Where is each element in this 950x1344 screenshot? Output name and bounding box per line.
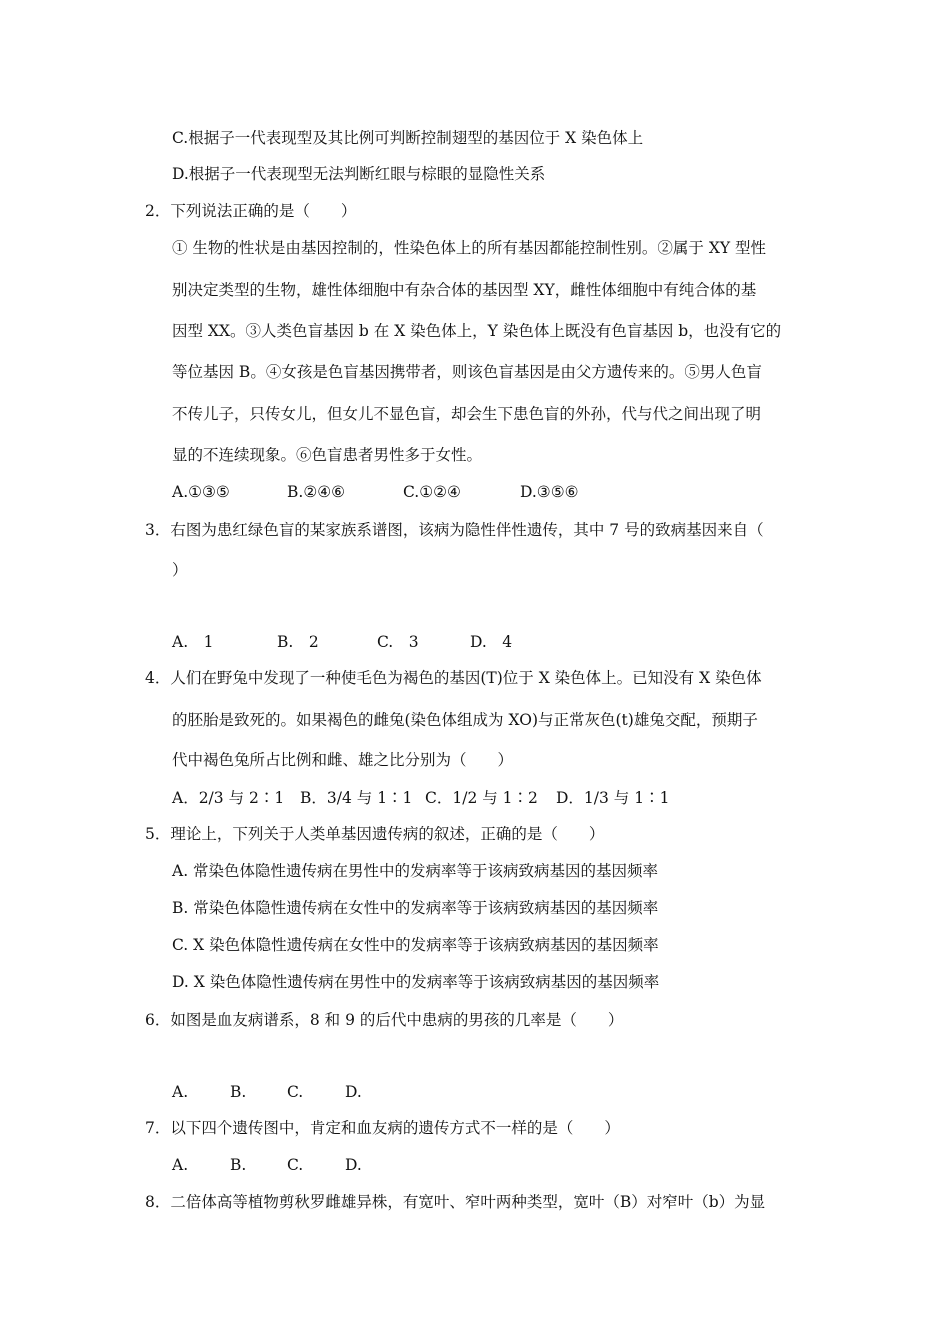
q5-option-a: A. 常染色体隐性遗传病在男性中的发病率等于该病致病基因的基因频率 bbox=[172, 862, 659, 880]
q6-option-a: A. bbox=[172, 1083, 189, 1101]
q2-body-line: 不传儿子，只传女儿，但女儿不显色盲，却会生下患色盲的外孙，代与代之间出现了明 bbox=[172, 405, 762, 423]
q4-option-c: C．1/2 与 1∶2 bbox=[425, 789, 538, 807]
q3-stem-end: ） bbox=[172, 561, 188, 579]
q4-body-line: 代中褐色兔所占比例和雌、雄之比分别为（ ） bbox=[172, 751, 514, 769]
q2-body-line: 显的不连续现象。⑥色盲患者男性多于女性。 bbox=[172, 446, 483, 464]
q7-option-b: B. bbox=[230, 1156, 247, 1174]
q3-option-b: B. 2 bbox=[277, 633, 319, 651]
q1-option-d: D.根据子一代表现型无法判断红眼与棕眼的显隐性关系 bbox=[172, 165, 546, 183]
q3-option-d: D. 4 bbox=[470, 633, 513, 651]
q2-body-line: ① 生物的性状是由基因控制的，性染色体上的所有基因都能控制性别。②属于 XY 型性 bbox=[172, 239, 767, 257]
q6-stem: 6．如图是血友病谱系，8 和 9 的后代中患病的男孩的几率是（ ） bbox=[145, 1011, 624, 1029]
q6-option-c: C. bbox=[287, 1083, 304, 1101]
q4-option-b: B．3/4 与 1∶1 bbox=[300, 789, 413, 807]
q5-option-c: C. X 染色体隐性遗传病在女性中的发病率等于该病致病基因的基因频率 bbox=[172, 936, 659, 954]
q3-stem: 3．右图为患红绿色盲的某家族系谱图，该病为隐性伴性遗传，其中 7 号的致病基因来自（ bbox=[145, 521, 764, 539]
q4-option-d: D．1/3 与 1∶1 bbox=[556, 789, 670, 807]
q6-option-d: D. bbox=[345, 1083, 362, 1101]
q2-body-line: 别决定类型的生物，雄性体细胞中有杂合体的基因型 XY，雌性体细胞中有纯合体的基 bbox=[172, 281, 757, 299]
q2-option-d: D.③⑤⑥ bbox=[520, 483, 579, 501]
q5-option-d: D. X 染色体隐性遗传病在男性中的发病率等于该病致病基因的基因频率 bbox=[172, 973, 660, 991]
q8-stem: 8．二倍体高等植物剪秋罗雌雄异株，有宽叶、窄叶两种类型，宽叶（B）对窄叶（b）为显 bbox=[145, 1193, 766, 1211]
q7-option-a: A. bbox=[172, 1156, 189, 1174]
q4-body-line: 的胚胎是致死的。如果褐色的雌兔(染色体组成为 XO)与正常灰色(t)雄兔交配，预期子 bbox=[172, 711, 758, 729]
q5-stem: 5．理论上，下列关于人类单基因遗传病的叙述，正确的是（ ） bbox=[145, 825, 605, 843]
q7-option-c: C. bbox=[287, 1156, 304, 1174]
q4-body-line: 4．人们在野兔中发现了一种使毛色为褐色的基因(T)位于 X 染色体上。已知没有 X 染色体 bbox=[145, 669, 762, 687]
q5-option-b: B. 常染色体隐性遗传病在女性中的发病率等于该病致病基因的基因频率 bbox=[172, 899, 659, 917]
q2-body-line: 因型 XX。③人类色盲基因 b 在 X 染色体上，Y 染色体上既没有色盲基因 b，也没有它的 bbox=[172, 322, 782, 340]
q2-body-line: 等位基因 B。④女孩是色盲基因携带者，则该色盲基因是由父方遗传来的。⑤男人色盲 bbox=[172, 363, 762, 381]
q2-stem: 2．下列说法正确的是（ ） bbox=[145, 202, 357, 220]
q1-option-c: C.根据子一代表现型及其比例可判断控制翅型的基因位于 X 染色体上 bbox=[172, 129, 644, 147]
q3-option-c: C. 3 bbox=[377, 633, 419, 651]
q6-option-b: B. bbox=[230, 1083, 247, 1101]
q2-option-a: A.①③⑤ bbox=[172, 483, 230, 501]
q2-option-b: B.②④⑥ bbox=[287, 483, 346, 501]
q7-option-d: D. bbox=[345, 1156, 362, 1174]
q7-stem: 7．以下四个遗传图中，肯定和血友病的遗传方式不一样的是（ ） bbox=[145, 1119, 620, 1137]
q2-option-c: C.①②④ bbox=[403, 483, 461, 501]
q3-option-a: A. 1 bbox=[172, 633, 214, 651]
q4-option-a: A．2/3 与 2∶1 bbox=[172, 789, 285, 807]
